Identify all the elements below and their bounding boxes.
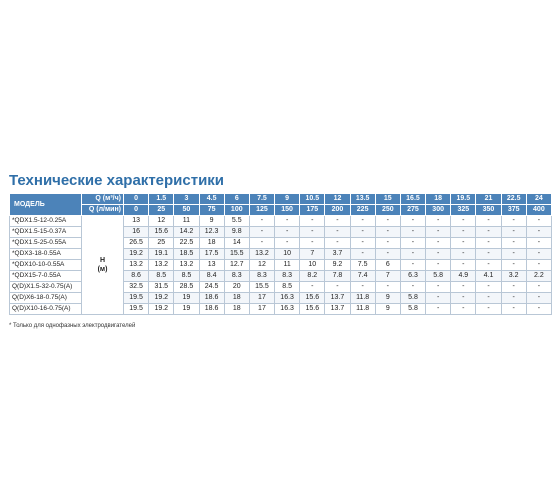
head-value: 5.5 [224, 216, 249, 227]
head-value: 7 [375, 271, 400, 282]
head-value: - [249, 216, 274, 227]
head-value: 8.2 [300, 271, 325, 282]
head-value: - [451, 238, 476, 249]
head-value: - [325, 282, 350, 293]
head-value: - [451, 282, 476, 293]
head-value: 13.7 [325, 304, 350, 315]
head-value: - [350, 282, 375, 293]
head-value: 4.9 [451, 271, 476, 282]
head-value: 13.2 [249, 249, 274, 260]
head-value: 25 [149, 238, 174, 249]
head-value: - [350, 238, 375, 249]
head-value: - [526, 227, 551, 238]
head-value: 15.5 [249, 282, 274, 293]
head-value: 24.5 [199, 282, 224, 293]
head-value: - [426, 249, 451, 260]
head-value: - [300, 216, 325, 227]
flow-m3h-value: 18 [426, 194, 451, 205]
head-value: - [526, 293, 551, 304]
head-value: 10 [275, 249, 300, 260]
head-value: - [275, 227, 300, 238]
flow-m3h-value: 22.5 [501, 194, 526, 205]
head-unit: (м) [97, 266, 108, 273]
head-value: 18 [199, 238, 224, 249]
head-value: - [325, 216, 350, 227]
head-value: - [501, 282, 526, 293]
head-value: 15.6 [300, 304, 325, 315]
head-value: 8.5 [174, 271, 199, 282]
head-value: 19.2 [149, 304, 174, 315]
head-value: 8.5 [275, 282, 300, 293]
head-value: - [375, 282, 400, 293]
header-row-flow-lmin [10, 205, 552, 216]
head-value: 16 [124, 227, 149, 238]
head-value: 18 [224, 304, 249, 315]
head-value: 19 [174, 304, 199, 315]
flow-m3h-value: 21 [476, 194, 501, 205]
head-value: 9.8 [224, 227, 249, 238]
head-value: 9.2 [325, 260, 350, 271]
head-value: 19.5 [124, 293, 149, 304]
head-value: - [375, 227, 400, 238]
table-row [10, 216, 552, 227]
head-value: 17 [249, 304, 274, 315]
flow-lmin-value: 400 [526, 205, 551, 216]
flow-m3h-value: 0 [124, 194, 149, 205]
head-value: - [350, 227, 375, 238]
model-name: Q(D)X10-16-0.75(A) [10, 304, 82, 315]
head-value: - [426, 282, 451, 293]
head-value: 12 [149, 216, 174, 227]
model-column-header: МОДЕЛЬ [10, 194, 82, 216]
head-value: 12 [249, 260, 274, 271]
head-value: - [451, 260, 476, 271]
flow-m3h-value: 1.5 [149, 194, 174, 205]
head-value: 10 [300, 260, 325, 271]
head-value: 9 [199, 216, 224, 227]
footnote: * Только для однофазных электродвигателей [9, 323, 136, 329]
head-value: 13 [199, 260, 224, 271]
flow-lmin-value: 25 [149, 205, 174, 216]
head-value: - [476, 238, 501, 249]
head-value: 14 [224, 238, 249, 249]
head-value: - [426, 227, 451, 238]
head-value: 6.3 [400, 271, 425, 282]
head-value: - [526, 238, 551, 249]
head-value: 19 [174, 293, 199, 304]
head-value: - [350, 249, 375, 260]
head-value: - [476, 260, 501, 271]
head-value: 18.6 [199, 293, 224, 304]
flow-m3h-value: 10.5 [300, 194, 325, 205]
flow-lmin-label: Q (л/мин) [82, 205, 124, 216]
flow-m3h-value: 6 [224, 194, 249, 205]
flow-m3h-value: 3 [174, 194, 199, 205]
head-value: 2.2 [526, 271, 551, 282]
model-name: *QDX1.5-12-0.25A [10, 216, 82, 227]
head-value: 32.5 [124, 282, 149, 293]
head-value: 5.8 [426, 271, 451, 282]
head-value: - [426, 293, 451, 304]
head-value: 11 [174, 216, 199, 227]
flow-lmin-value: 300 [426, 205, 451, 216]
head-value: 13.7 [325, 293, 350, 304]
head-value: 11.8 [350, 304, 375, 315]
header-row-flow-m3h [10, 194, 552, 205]
flow-m3h-value: 12 [325, 194, 350, 205]
head-value: - [476, 293, 501, 304]
head-value: 18.5 [174, 249, 199, 260]
head-value: 9 [375, 293, 400, 304]
model-name: Q(D)X6-18-0.75(A) [10, 293, 82, 304]
flow-lmin-value: 175 [300, 205, 325, 216]
head-value: - [476, 282, 501, 293]
head-value: 8.4 [199, 271, 224, 282]
head-value: 8.3 [249, 271, 274, 282]
head-value: - [501, 227, 526, 238]
head-value: - [526, 260, 551, 271]
head-value: - [375, 249, 400, 260]
head-value: 7 [300, 249, 325, 260]
head-value: 15.6 [300, 293, 325, 304]
flow-lmin-value: 325 [451, 205, 476, 216]
head-value: - [426, 260, 451, 271]
head-value: - [375, 238, 400, 249]
head-value: - [501, 293, 526, 304]
model-name: *QDX3-18-0.55A [10, 249, 82, 260]
head-value: 13.2 [174, 260, 199, 271]
head-value: 26.5 [124, 238, 149, 249]
head-value: - [476, 216, 501, 227]
head-value: - [325, 238, 350, 249]
model-name: Q(D)X1.5-32-0.75(A) [10, 282, 82, 293]
flow-m3h-value: 24 [526, 194, 551, 205]
head-value: - [426, 304, 451, 315]
head-value: 20 [224, 282, 249, 293]
flow-m3h-value: 15 [375, 194, 400, 205]
head-value: - [400, 216, 425, 227]
head-value: - [249, 238, 274, 249]
head-value: - [501, 260, 526, 271]
head-value: 15.6 [149, 227, 174, 238]
head-value: - [451, 293, 476, 304]
head-value: - [501, 238, 526, 249]
head-value: 15.5 [224, 249, 249, 260]
head-value: 7.4 [350, 271, 375, 282]
flow-m3h-value: 13.5 [350, 194, 375, 205]
head-value: 11 [275, 260, 300, 271]
head-value: 6 [375, 260, 400, 271]
flow-m3h-value: 19.5 [451, 194, 476, 205]
head-value: 12.7 [224, 260, 249, 271]
page-title: Технические характеристики [9, 172, 225, 189]
flow-m3h-value: 9 [275, 194, 300, 205]
head-value: 8.5 [149, 271, 174, 282]
spec-table-body [10, 216, 552, 315]
head-value: 18 [224, 293, 249, 304]
head-value: - [249, 227, 274, 238]
flow-lmin-value: 0 [124, 205, 149, 216]
head-value: - [526, 216, 551, 227]
head-value: 13.2 [124, 260, 149, 271]
model-name: *QDX1.5-15-0.37A [10, 227, 82, 238]
head-value: - [476, 304, 501, 315]
head-value: - [300, 282, 325, 293]
head-value: - [375, 216, 400, 227]
head-value: 13.2 [149, 260, 174, 271]
head-value: 22.5 [174, 238, 199, 249]
head-value: - [275, 216, 300, 227]
head-value: - [501, 304, 526, 315]
head-value: - [400, 260, 425, 271]
head-value: 28.5 [174, 282, 199, 293]
head-value: - [426, 238, 451, 249]
head-value: 9 [375, 304, 400, 315]
head-value: 3.7 [325, 249, 350, 260]
head-value: - [451, 304, 476, 315]
flow-lmin-value: 250 [375, 205, 400, 216]
head-value: 14.2 [174, 227, 199, 238]
flow-lmin-value: 375 [501, 205, 526, 216]
head-value: 8.6 [124, 271, 149, 282]
head-value: - [350, 216, 375, 227]
head-value: 11.8 [350, 293, 375, 304]
head-value: - [426, 216, 451, 227]
model-name: *QDX10-10-0.55A [10, 260, 82, 271]
head-value: 16.3 [275, 304, 300, 315]
head-value: - [400, 227, 425, 238]
head-value: 13 [124, 216, 149, 227]
head-value: - [451, 249, 476, 260]
flow-lmin-value: 50 [174, 205, 199, 216]
head-value: - [451, 216, 476, 227]
head-value: 7.5 [350, 260, 375, 271]
flow-lmin-value: 125 [249, 205, 274, 216]
head-value: 19.1 [149, 249, 174, 260]
head-label-cell [82, 216, 124, 315]
spec-table [9, 193, 552, 315]
head-label: H [99, 257, 106, 264]
model-name: *QDX1.5-25-0.55A [10, 238, 82, 249]
head-value: 12.3 [199, 227, 224, 238]
flow-m3h-value: 7.5 [249, 194, 274, 205]
head-value: 8.3 [224, 271, 249, 282]
flow-lmin-value: 150 [275, 205, 300, 216]
head-value: - [275, 238, 300, 249]
head-value: - [476, 227, 501, 238]
head-value: - [476, 249, 501, 260]
model-name: *QDX15-7-0.55A [10, 271, 82, 282]
head-value: 18.6 [199, 304, 224, 315]
head-value: 17 [249, 293, 274, 304]
flow-m3h-label: Q (м³/ч) [82, 194, 124, 205]
head-value: 4.1 [476, 271, 501, 282]
head-value: - [400, 238, 425, 249]
flow-lmin-value: 75 [199, 205, 224, 216]
head-value: - [501, 249, 526, 260]
head-value: 31.5 [149, 282, 174, 293]
head-value: 16.3 [275, 293, 300, 304]
flow-m3h-value: 4.5 [199, 194, 224, 205]
head-value: 3.2 [501, 271, 526, 282]
head-value: 17.5 [199, 249, 224, 260]
head-value: - [400, 249, 425, 260]
head-value: 5.8 [400, 293, 425, 304]
flow-lmin-value: 275 [400, 205, 425, 216]
head-value: - [300, 238, 325, 249]
head-value: 5.8 [400, 304, 425, 315]
head-value: - [451, 227, 476, 238]
head-value: - [526, 282, 551, 293]
head-value: 7.8 [325, 271, 350, 282]
head-value: 19.5 [124, 304, 149, 315]
head-value: - [526, 249, 551, 260]
head-value: - [400, 282, 425, 293]
head-value: 8.3 [275, 271, 300, 282]
head-value: - [501, 216, 526, 227]
flow-lmin-value: 350 [476, 205, 501, 216]
head-value: 19.2 [149, 293, 174, 304]
head-value: - [300, 227, 325, 238]
head-value: - [526, 304, 551, 315]
flow-lmin-value: 200 [325, 205, 350, 216]
flow-m3h-value: 16.5 [400, 194, 425, 205]
flow-lmin-value: 100 [224, 205, 249, 216]
flow-lmin-value: 225 [350, 205, 375, 216]
head-value: - [325, 227, 350, 238]
head-value: 19.2 [124, 249, 149, 260]
